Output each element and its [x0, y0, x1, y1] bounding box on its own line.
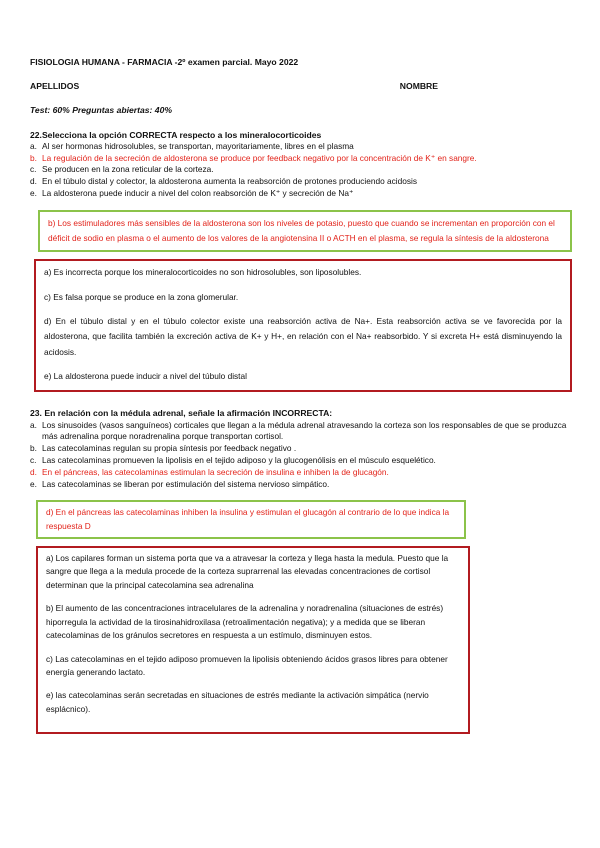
- q22-explanations-box: [34, 259, 572, 392]
- explanation-e: e) las catecolaminas serán secretadas en situaciones de estrés mediante la activación simpática (nervio esplácnico).: [46, 690, 429, 714]
- q22-option-b-correct: [30, 153, 576, 165]
- q22-option-d: [30, 176, 576, 188]
- option-label: e.: [30, 187, 37, 198]
- question-22: [30, 129, 576, 393]
- exam-header: [30, 56, 576, 117]
- q23-answer-box: d) En el páncreas las catecolaminas inhiben la insulina y estimulan el glucagón al contrario de lo que indica la respuesta D: [36, 500, 466, 539]
- option-text: En el páncreas, las catecolaminas estimulan la secreción de insulina e inhiben la de glucagón.: [42, 466, 389, 477]
- option-text: En el túbulo distal y colector, la aldosterona aumenta la reabsorción de protones produciendo acidosis: [42, 176, 417, 187]
- exam-title: FISIOLOGIA HUMANA - FARMACIA -2º examen parcial. Mayo 2022: [30, 57, 299, 67]
- option-label: d.: [30, 176, 37, 187]
- question-23-title: 23. En relación con la médula adrenal, señale la afirmación INCORRECTA:: [30, 408, 333, 419]
- option-text: Las catecolaminas promueven la lipolisis en el tejido adiposo y la glucogenólisis en el músculo esquelético.: [42, 455, 436, 466]
- question-23: [30, 407, 576, 734]
- explanation-a: a) Es incorrecta porque los mineralocorticoides no son hidrosolubles, son liposolubles.: [44, 267, 362, 278]
- name-row: [30, 80, 576, 92]
- q23-option-d-correct: [30, 467, 576, 479]
- q22-option-c: [30, 164, 576, 176]
- q23-option-a: [30, 420, 576, 444]
- explanation-b: b) El aumento de las concentraciones intracelulares de la adrenalina y noradrenalina (situaciones de estrés) hiporregula la actividad de la tirosinahidroxilasa (retroalimentación negativa); y a medida que se liberan catecolaminas de los gránulos secretores en respuesta a un estímulo, disminuyen estos.: [46, 603, 444, 641]
- option-text: La regulación de la secreción de aldosterona se produce por feedback negativo por la concentración de K⁺ en sangre.: [42, 152, 477, 163]
- explanation-e: e) La aldosterona puede inducir a nivel del túbulo distal: [44, 371, 247, 382]
- explanation-a: a) Los capilares forman un sistema porta que va a atravesar la corteza y llega hasta la medula. Puesto que la sangre que llega a la medula procede de la corteza suprarrenal las elevadas concentraciones de cortisol determinan que la principal catecolamina sea adrenalina: [46, 552, 449, 590]
- nombre-label: NOMBRE: [399, 81, 438, 92]
- q23-explanations-box: [36, 546, 470, 734]
- option-label: c.: [30, 164, 37, 175]
- explanation-d: d) En el túbulo distal y en el túbulo colector existe una reabsorción activa de Na+. Esta reabsorción activa se ve favorecida por la aldosterona, que facilita también la excreción activa de K+ y H+, en relación con el Na+ reabsorbido. Y si excreta H+ está disminuyendo la acidosis.: [44, 316, 562, 357]
- option-label: b.: [30, 443, 37, 454]
- grading-weights: Test: 60% Preguntas abiertas: 40%: [30, 105, 173, 116]
- option-label: b.: [30, 152, 37, 163]
- option-label: a.: [30, 419, 37, 430]
- option-text: Las catecolaminas regulan su propia síntesis por feedback negativo .: [42, 443, 297, 454]
- q22-option-e: [30, 188, 576, 200]
- q23-option-c: [30, 455, 576, 467]
- q23-option-e: [30, 479, 576, 491]
- option-text: Se producen en la zona reticular de la corteza.: [42, 164, 214, 175]
- option-text: Las catecolaminas se liberan por estimulación del sistema nervioso simpático.: [42, 478, 330, 489]
- apellidos-label: APELLIDOS: [30, 81, 80, 92]
- explanation-c: c) Es falsa porque se produce en la zona glomerular.: [44, 291, 239, 302]
- q22-answer-box: b) Los estimuladores más sensibles de la aldosterona son los niveles de potasio, puesto que cuando se incrementan en proporción con el déficit de sodio en plasma o el aumento de los valores de la angiotensina II o ACTH en el plasma, se regula la síntesis de la aldosterona: [38, 210, 572, 253]
- option-label: e.: [30, 478, 37, 489]
- explanation-c: c) Las catecolaminas en el tejido adiposo promueven la lipolisis obteniendo ácidos grasos libres para obtener energía generando lactato.: [46, 653, 448, 677]
- option-text: Los sinusoides (vasos sanguíneos) corticales que llegan a la médula adrenal atravesando la corteza son los responsables de que se produzca más adrenalina porque noradrenalina porque transportan cortisol.: [42, 419, 567, 442]
- option-label: d.: [30, 466, 37, 477]
- question-22-title: 22.Selecciona la opción CORRECTA respecto a los mineralocorticoides: [30, 129, 322, 140]
- option-label: a.: [30, 140, 37, 151]
- option-text: Al ser hormonas hidrosolubles, se transportan, mayoritariamente, libres en el plasma: [42, 140, 354, 151]
- q22-option-a: [30, 141, 576, 153]
- option-label: c.: [30, 455, 37, 466]
- option-text: La aldosterona puede inducir a nivel del colon reabsorción de K⁺ y secreción de Na⁺: [42, 187, 354, 198]
- q23-option-b: [30, 443, 576, 455]
- exam-page: [30, 56, 576, 734]
